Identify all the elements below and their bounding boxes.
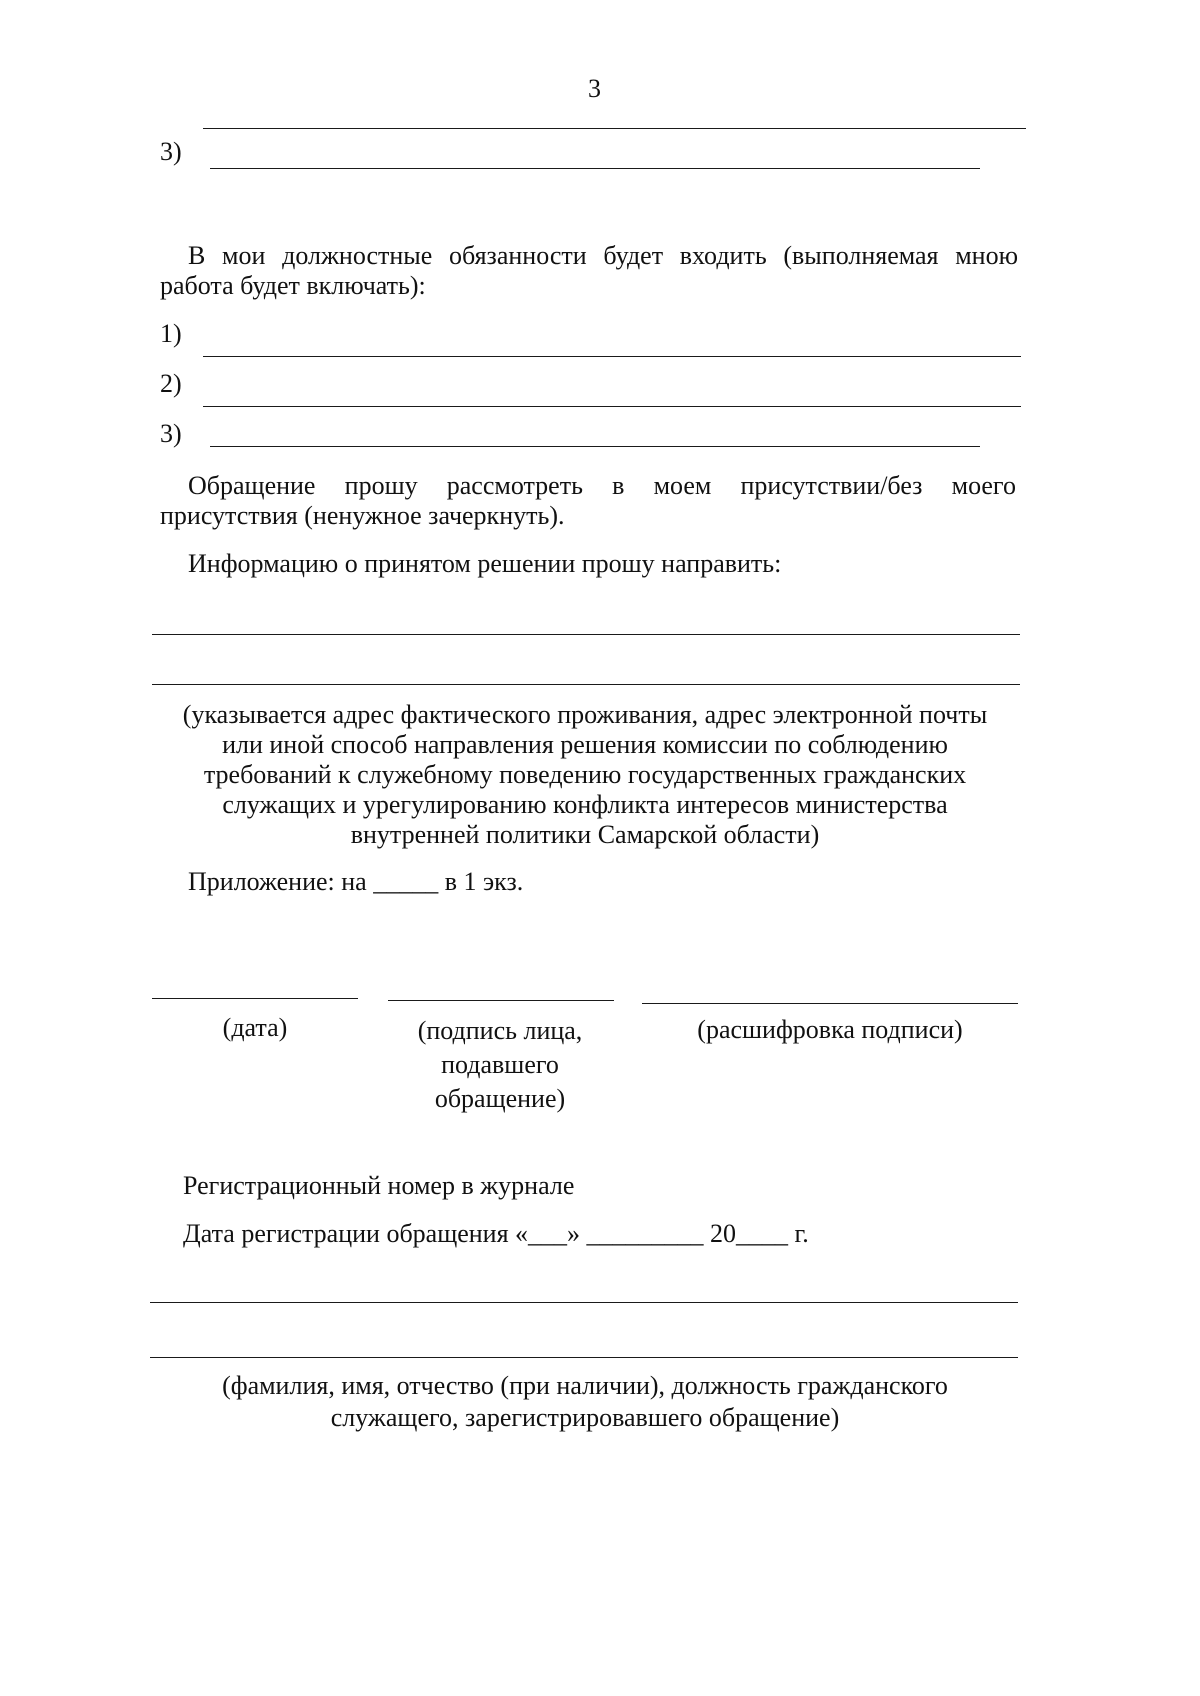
- address-note-line: (указывается адрес фактического проживания, адрес электронной почты: [182, 700, 988, 729]
- signature-caption-line: подавшего: [441, 1050, 559, 1079]
- signature-caption-line: (подпись лица,: [417, 1016, 583, 1045]
- address-blank-line-2: [152, 684, 1020, 685]
- date-caption: (дата): [222, 1013, 288, 1042]
- decoding-caption: (расшифровка подписи): [697, 1015, 963, 1044]
- duty-item-1-label: 1): [160, 319, 182, 348]
- decoding-signature-line: [642, 1003, 1018, 1004]
- duty-item-3-label: 3): [160, 419, 182, 448]
- attachment-line: [188, 866, 523, 898]
- registrar-note: [140, 1370, 1030, 1434]
- address-note-line: служащих и урегулированию конфликта интересов министерства: [222, 790, 948, 819]
- address-blank-line-1: [152, 634, 1020, 635]
- word: моего: [951, 471, 1016, 500]
- duty-item-2-label: 2): [160, 369, 182, 398]
- registrar-note-line: служащего, зарегистрировавшего обращение): [330, 1403, 840, 1432]
- duties-paragraph-line2: работа будет включать):: [160, 271, 426, 300]
- blank-line: [210, 168, 980, 169]
- word: прошу: [344, 471, 418, 500]
- word: рассмотреть: [446, 471, 583, 500]
- registrar-note-line: (фамилия, имя, отчество (при наличии), должность гражданского: [222, 1371, 948, 1400]
- word: моем: [653, 471, 712, 500]
- duty-item-3-line: [210, 446, 980, 447]
- list-item-label: 3): [160, 137, 182, 166]
- address-note-line: внутренней политики Самарской области): [350, 820, 820, 849]
- attachment-suffix: в 1 экз.: [444, 867, 524, 896]
- address-note-line: требований к служебному поведению государственных гражданских: [203, 760, 967, 789]
- consideration-line2: присутствия (ненужное зачеркнуть).: [160, 501, 565, 530]
- signature-line: [388, 1000, 614, 1001]
- journal-number-label: Регистрационный номер в журнале: [183, 1171, 575, 1200]
- duty-item-1-line: [203, 356, 1021, 357]
- registration-date-line: Дата регистрации обращения «___» _________ 20____ г.: [183, 1219, 809, 1248]
- address-note: [140, 700, 1030, 850]
- attachment-blank: _____: [373, 867, 439, 896]
- blank-line: [203, 128, 1026, 129]
- word: присутствии/без: [740, 471, 923, 500]
- address-note-line: или иной способ направления решения комиссии по соблюдению: [222, 730, 948, 759]
- date-signature-line: [152, 998, 358, 999]
- word: в: [612, 471, 625, 500]
- duty-item-2-line: [203, 406, 1021, 407]
- attachment-prefix: Приложение: на: [188, 867, 367, 896]
- page-number: 3: [588, 74, 601, 103]
- registrar-blank-line-2: [150, 1357, 1018, 1358]
- info-request-text: Информацию о принятом решении прошу направить:: [188, 549, 782, 578]
- registrar-blank-line-1: [150, 1302, 1018, 1303]
- duties-paragraph-line1: В мои должностные обязанности будет входить (выполняемая мною: [188, 241, 1018, 270]
- word: Обращение: [188, 471, 316, 500]
- consideration-line1: [188, 470, 1016, 502]
- signature-caption: [400, 1014, 600, 1116]
- signature-caption-line: обращение): [434, 1084, 566, 1113]
